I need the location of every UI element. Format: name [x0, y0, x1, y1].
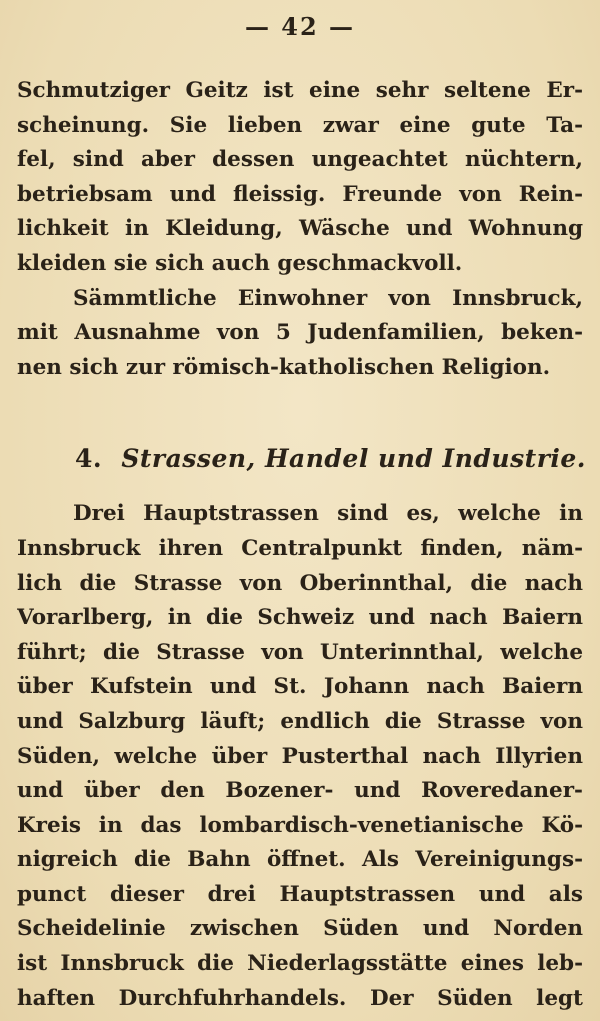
text-line: Vorarlberg, in die Schweiz und nach Baiern [17, 605, 583, 631]
text-line: lichkeit in Kleidung, Wäsche und Wohnung [17, 216, 583, 242]
paragraph-2 [17, 282, 583, 386]
text-line: Scheidelinie zwischen Süden und Norden [17, 916, 583, 942]
section-heading [17, 439, 586, 479]
text-line: lich die Strasse von Oberinnthal, die nach [17, 570, 583, 596]
page-number: — 42 — [244, 12, 356, 41]
text-line: Sämmtliche Einwohner von Innsbruck, [73, 285, 583, 311]
text-line: nen sich zur römisch-katholischen Religion. [17, 354, 551, 380]
section-number: 4. [75, 444, 103, 474]
section-title: Strassen, Handel und Industrie. [121, 444, 586, 474]
paragraph-1 [17, 74, 583, 282]
text-line: betriebsam und fleissig. Freunde von Rein- [17, 181, 583, 207]
text-line: haften Durchfuhrhandels. Der Süden legt [17, 985, 583, 1011]
text-line: Schmutziger Geitz ist eine sehr seltene Er- [17, 78, 583, 103]
text-line: Kreis in das lombardisch-venetianische Kö- [17, 812, 583, 838]
text-line: fel, sind aber dessen ungeachtet nüchtern, [17, 147, 583, 173]
text-line: punct dieser drei Hauptstrassen und als [17, 881, 583, 907]
text-line: nigreich die Bahn öffnet. Als Vereinigungs- [17, 847, 583, 873]
text-line: und Salzburg läuft; endlich die Strasse von [17, 708, 583, 734]
text-line: Drei Hauptstrassen sind es, welche in [73, 501, 583, 527]
text-line: kleiden sie sich auch geschmackvoll. [17, 250, 463, 276]
text-line: Süden, welche über Pusterthal nach Illyrien [17, 743, 583, 769]
text-line: scheinung. Sie lieben zwar eine gute Ta- [17, 112, 583, 138]
text-line: mit Ausnahme von 5 Judenfamilien, beken- [17, 320, 583, 346]
text-line: führt; die Strasse von Unterinnthal, welche [17, 639, 583, 665]
text-line: und über den Bozener- und Roveredaner- [17, 778, 583, 804]
text-line: Innsbruck ihren Centralpunkt finden, näm- [17, 535, 583, 561]
text-line: ist Innsbruck die Niederlagsstätte eines leb- [17, 951, 583, 977]
text-line: über Kufstein und St. Johann nach Baiern [17, 674, 583, 700]
paragraph-3 [17, 497, 583, 1016]
